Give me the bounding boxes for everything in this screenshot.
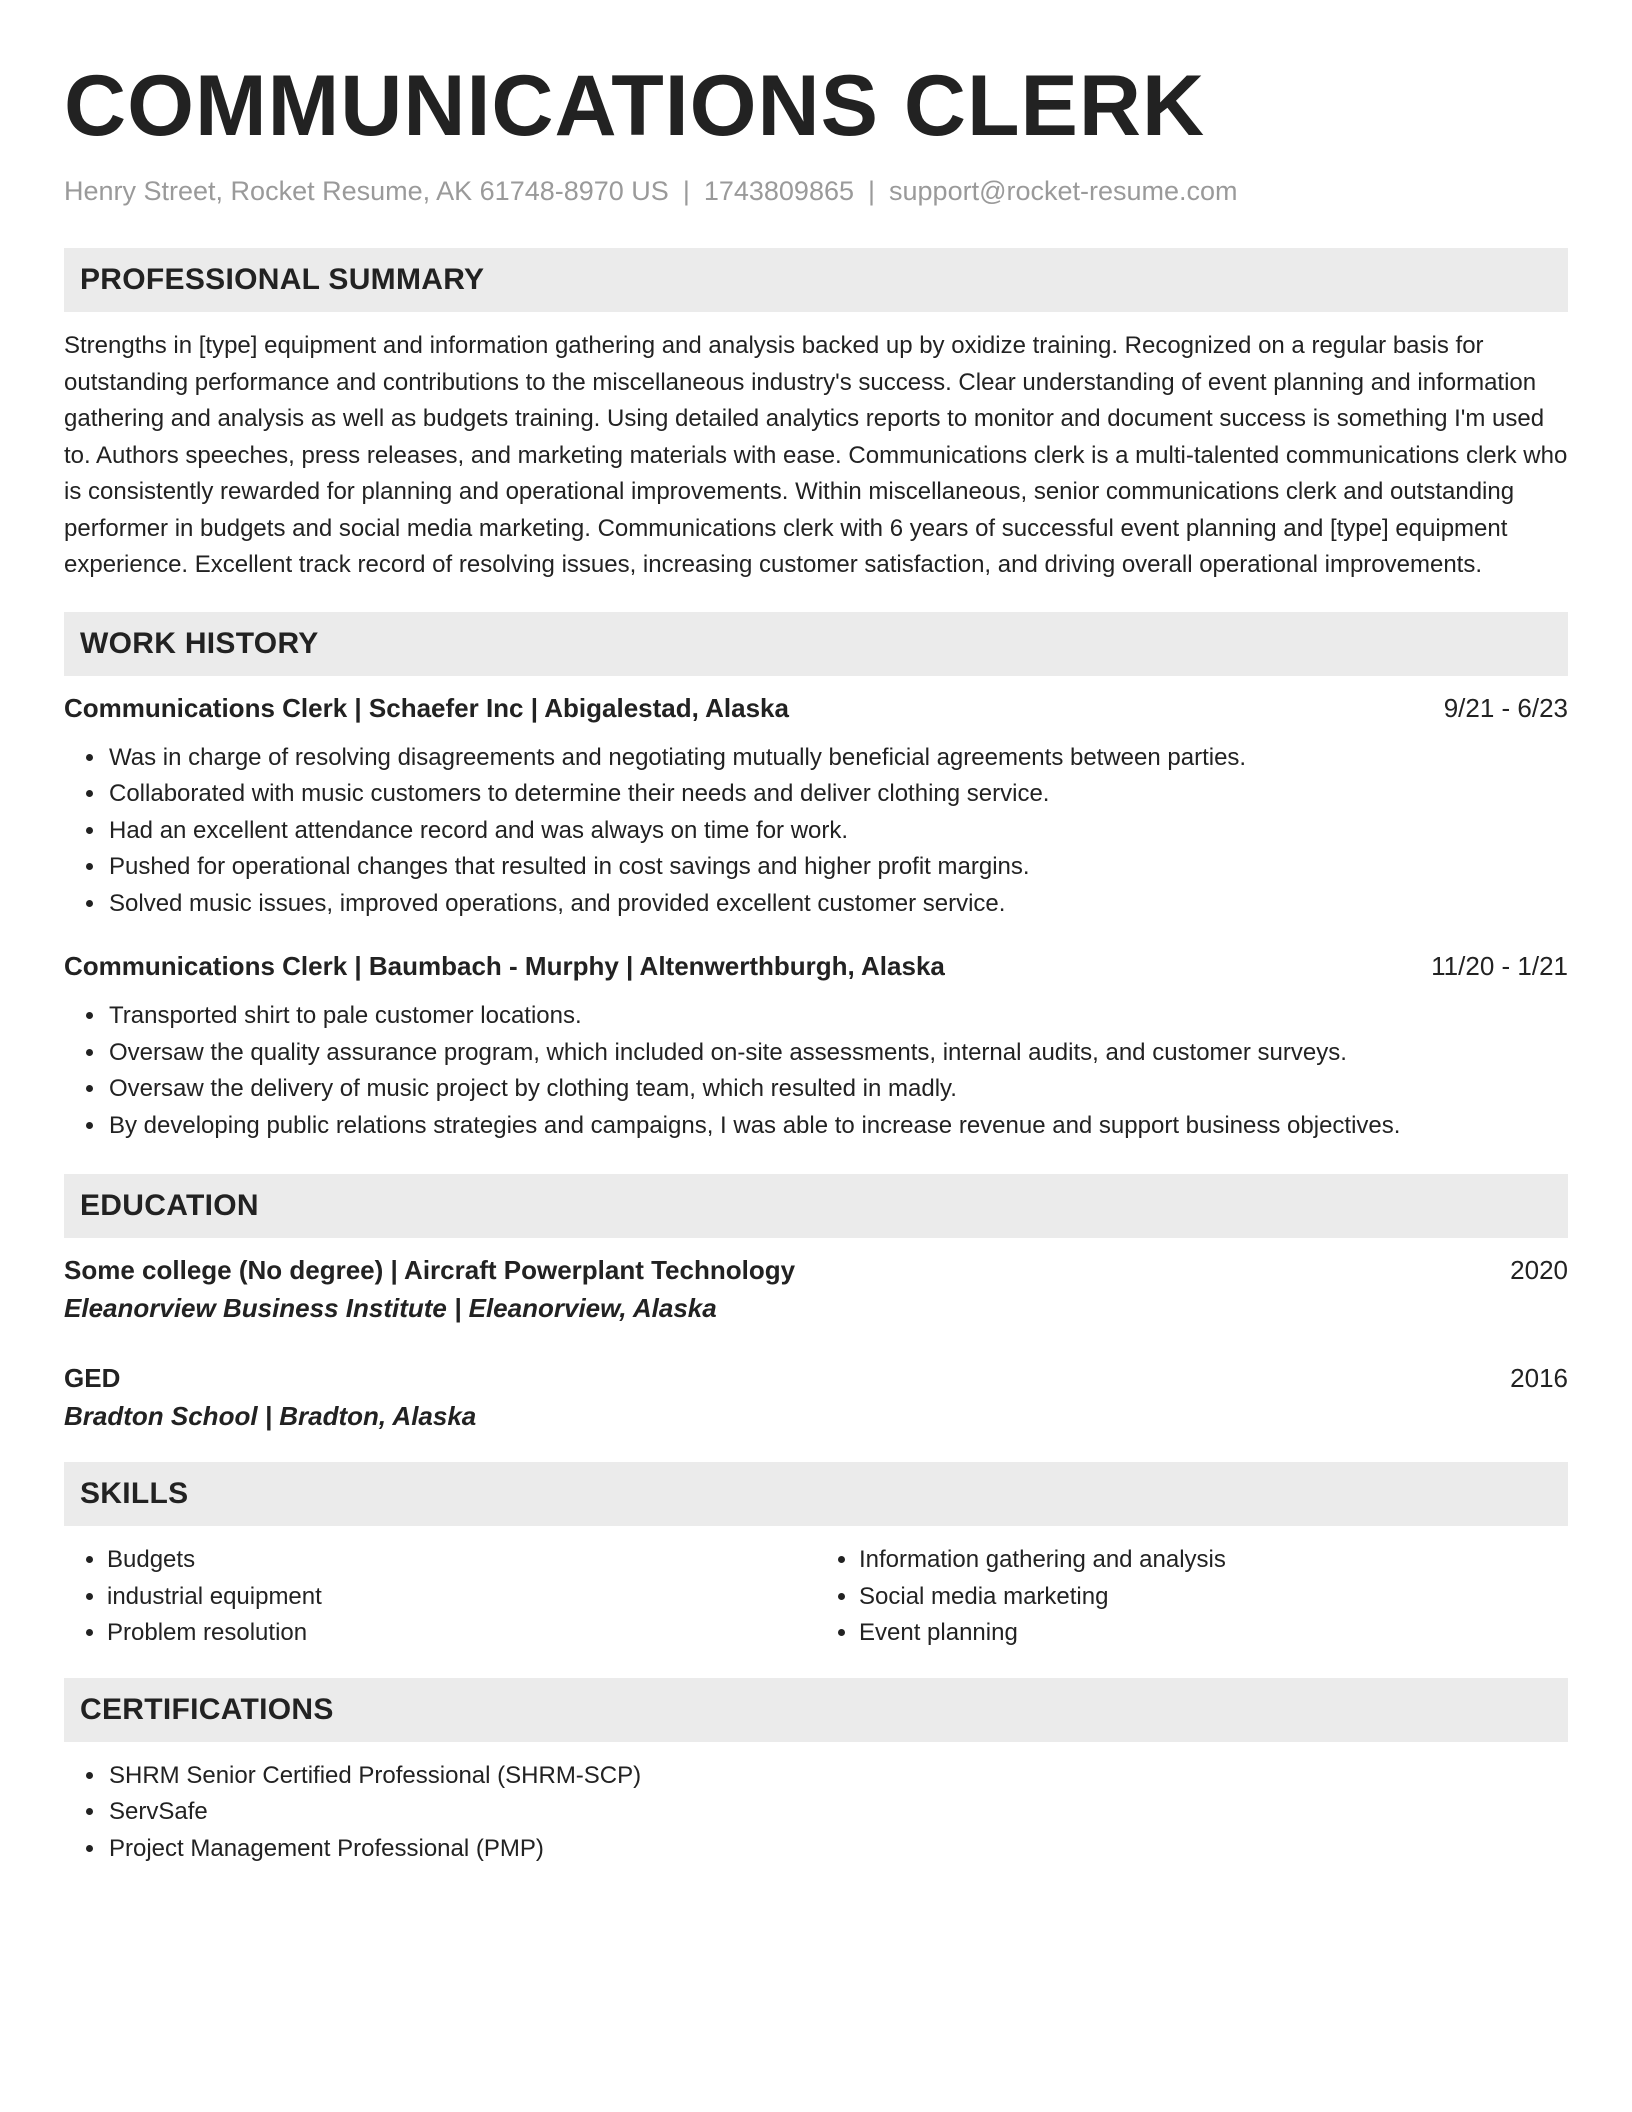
job-dates: 9/21 - 6/23 [1443,692,1568,723]
contact-phone: 1743809865 [703,176,854,206]
contact-email: support@rocket-resume.com [889,176,1238,206]
job-dates: 11/20 - 1/21 [1431,951,1568,981]
skills-list [64,1542,1568,1652]
certification-item: • Project Management Professional (PMP) [107,1831,1568,1868]
job-header [64,948,1568,984]
education-school: Bradton School | Bradton, Alaska [64,1401,477,1431]
certification-item: • ServSafe [107,1794,1568,1831]
job-bullet: • Pushed for operational changes that resulted in cost savings and higher profit margins. [107,849,1568,886]
skills-column-right [816,1542,1568,1652]
job-bullet: • By developing public relations strategies and campaigns, I was able to increase revenue and support business objectives. [107,1108,1568,1145]
education-degree: GED [64,1363,121,1393]
education-entry [64,1252,1568,1326]
contact-separator: | [682,176,690,206]
contact-address: Henry Street, Rocket Resume, AK 61748-8970 US [64,176,669,206]
contact-line [64,174,1568,208]
certifications-list [64,1758,1568,1868]
job-title: Communications Clerk | Schaefer Inc | Abigalestad, Alaska [64,692,789,723]
contact-separator: | [868,176,876,206]
education-school: Eleanorview Business Institute | Eleanorview, Alaska [64,1293,717,1323]
education-year: 2016 [1510,1363,1568,1393]
job-bullet: • Had an excellent attendance record and was always on time for work. [107,813,1568,850]
skill-item: • Problem resolution [107,1615,816,1652]
job-entry [64,690,1568,923]
section-heading-certifications: CERTIFICATIONS [64,1678,1568,1742]
job-bullet: • Solved music issues, improved operations, and provided excellent customer service. [107,886,1568,923]
summary-text: Strengths in [type] equipment and information gathering and analysis backed up by oxidize training. Recognized on a regular basis for outstanding performance and contributions to the miscellaneous industry's success. Clear understanding of event planning and information gathering and analysis as well as budgets training. Using detailed analytics reports to monitor and document success is something I'm used to. Authors speeches, press releases, and marketing materials with ease. Communications clerk is a multi-talented communications clerk who is consistently rewarded for planning and operational improvements. Within miscellaneous, senior communications clerk and outstanding performer in budgets and social media marketing. Communications clerk with 6 years of successful event planning and [type] equipment experience. Excellent track record of resolving issues, increasing customer satisfaction, and driving overall operational improvements. [64,332,1568,578]
job-bullet: • Was in charge of resolving disagreements and negotiating mutually beneficial agreements between parties. [107,740,1568,777]
education-header [64,1252,1568,1288]
skill-item: • industrial equipment [107,1579,816,1616]
section-heading-work-history: WORK HISTORY [64,612,1568,676]
education-degree: Some college (No degree) | Aircraft Powerplant Technology [64,1255,796,1285]
job-bullet: • Oversaw the quality assurance program, which included on-site assessments, internal audits, and customer surveys. [107,1035,1568,1072]
certification-item: • SHRM Senior Certified Professional (SHRM-SCP) [107,1758,1568,1795]
section-heading-education: EDUCATION [64,1174,1568,1238]
job-bullets [64,740,1568,923]
job-title: Communications Clerk | Baumbach - Murphy | Altenwerthburgh, Alaska [64,951,945,981]
job-bullet: • Transported shirt to pale customer locations. [107,998,1568,1035]
resume-name: COMMUNICATIONS CLERK [64,58,1206,154]
skill-item: • Event planning [859,1615,1568,1652]
skill-item: • Information gathering and analysis [859,1542,1568,1579]
job-entry [64,948,1568,1144]
education-header [64,1360,1568,1396]
skills-column-left [64,1542,816,1652]
education-entry [64,1360,1568,1434]
skill-item: • Budgets [107,1542,816,1579]
skill-item: • Social media marketing [859,1579,1568,1616]
job-bullet: • Oversaw the delivery of music project by clothing team, which resulted in madly. [107,1071,1568,1108]
job-bullets [64,998,1568,1144]
education-year: 2020 [1510,1255,1568,1285]
section-heading-summary: PROFESSIONAL SUMMARY [64,248,1568,312]
job-header [64,690,1568,726]
job-bullet: • Collaborated with music customers to determine their needs and deliver clothing service. [107,776,1568,813]
section-heading-skills: SKILLS [64,1462,1568,1526]
